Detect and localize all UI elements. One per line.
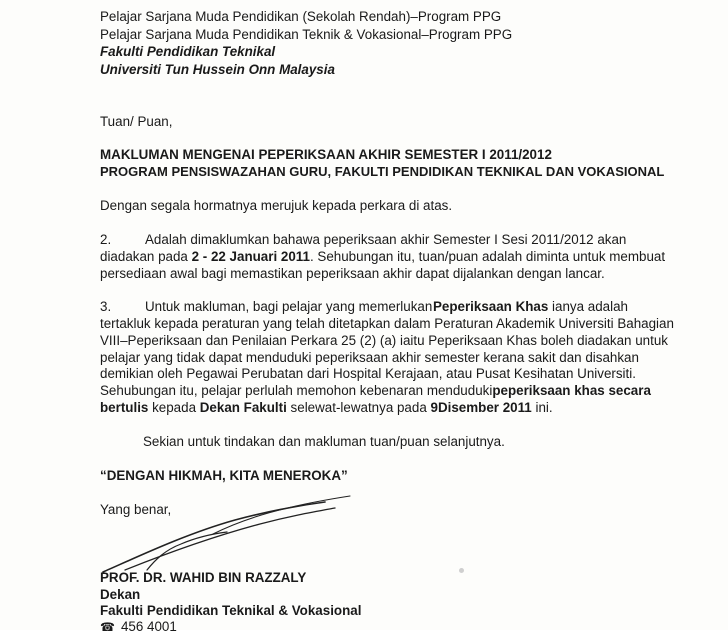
handwritten-signature [95,488,360,578]
para3-text: ianya adalah [548,299,628,314]
written-special-exam-term: peperiksaan khas secara [492,383,651,398]
recipient-line-2: Pelajar Sarjana Muda Pendidikan Teknik & Vokasional–Program PPG [100,27,513,42]
para2-number: 2. [100,232,112,247]
dean-term: Dekan Fakulti [199,400,287,415]
closing-sentence: Sekian untuk tindakan dan makluman tuan/puan selanjutnya. [143,434,505,449]
yang-benar: Yang benar, [100,502,172,517]
intro-paragraph: Dengan segala hormatnya merujuk kepada perkara di atas. [100,198,453,213]
signatory-title: Dekan [100,587,141,602]
exam-date-range: 2 - 22 Januari 2011 [191,249,310,264]
phone-icon: ☎ [100,620,115,634]
para3-line-4: pelajar yang tidak dapat menduduki peperiksaan akhir semester kerana sakit dan disahkan [100,350,639,365]
para2-text: diadakan pada [100,249,192,264]
recipient-line-1: Pelajar Sarjana Muda Pendidikan (Sekolah Rendah)–Program PPG [100,9,502,24]
para3-text: selewat-lewatnya pada [286,400,431,415]
para3-line-3: VIII–Peperiksaan dan Penilaian Perkara 25 (2) (a) iaitu Peperiksaan Khas boleh diadakan untuk [100,333,668,348]
para3-text: Sehubungan itu, pelajar perlulah memohon kebenaran menduduki [100,383,493,398]
signatory-phone [100,619,177,635]
signatory-faculty: Fakulti Pendidikan Teknikal & Vokasional [100,603,362,618]
subject-line-2: PROGRAM PENSISWAZAHAN GURU, FAKULTI PENDIDIKAN TEKNIKAL DAN VOKASIONAL [100,164,665,179]
para2-line-1 [145,232,628,248]
recipient-faculty: Fakulti Pendidikan Teknikal [100,44,276,59]
para2-line-3: persediaan awal bagi memastikan peperiksaan akhir dapat dijalankan dengan lancar. [100,266,605,281]
para3-text: kepada [148,400,200,415]
para3-line-1 [145,299,628,315]
scan-speck [459,568,464,573]
para3-number: 3. [100,299,112,314]
para3-line-7 [100,400,553,416]
phone-number: 456 4001 [120,619,177,634]
para3-text: Untuk makluman, bagi pelajar yang memerlukan [145,299,433,314]
motto: “DENGAN HIKMAH, KITA MENEROKA” [100,468,348,483]
para2-line-1-text: Adalah dimaklumkan bahawa peperiksaan akhir Semester I Sesi 2011/2012 akan [145,232,627,247]
recipient-university: Universiti Tun Hussein Onn Malaysia [100,62,335,77]
written-term: bertulis [100,400,149,415]
special-exam-term: Peperiksaan Khas [432,299,549,314]
para2-line-2 [100,249,665,265]
signatory-name: PROF. DR. WAHID BIN RAZZALY [100,570,307,585]
para3-line-2: tertakluk kepada peraturan yang telah ditetapkan dalam Peraturan Akademik Universiti Bahagian [100,316,674,331]
para3-line-5: demikian oleh Pegawai Perubatan dari Hospital Kerajaan, atau Pusat Kesihatan Universiti. [100,366,636,381]
salutation: Tuan/ Puan, [100,114,173,129]
para2-text: . Sehubungan itu, tuan/puan adalah diminta untuk membuat [309,249,666,264]
deadline-date: 9Disember 2011 [430,400,532,415]
para3-line-6 [100,383,651,399]
para3-text: ini. [531,400,553,415]
subject-line-1: MAKLUMAN MENGENAI PEPERIKSAAN AKHIR SEMESTER I 2011/2012 [100,147,552,162]
